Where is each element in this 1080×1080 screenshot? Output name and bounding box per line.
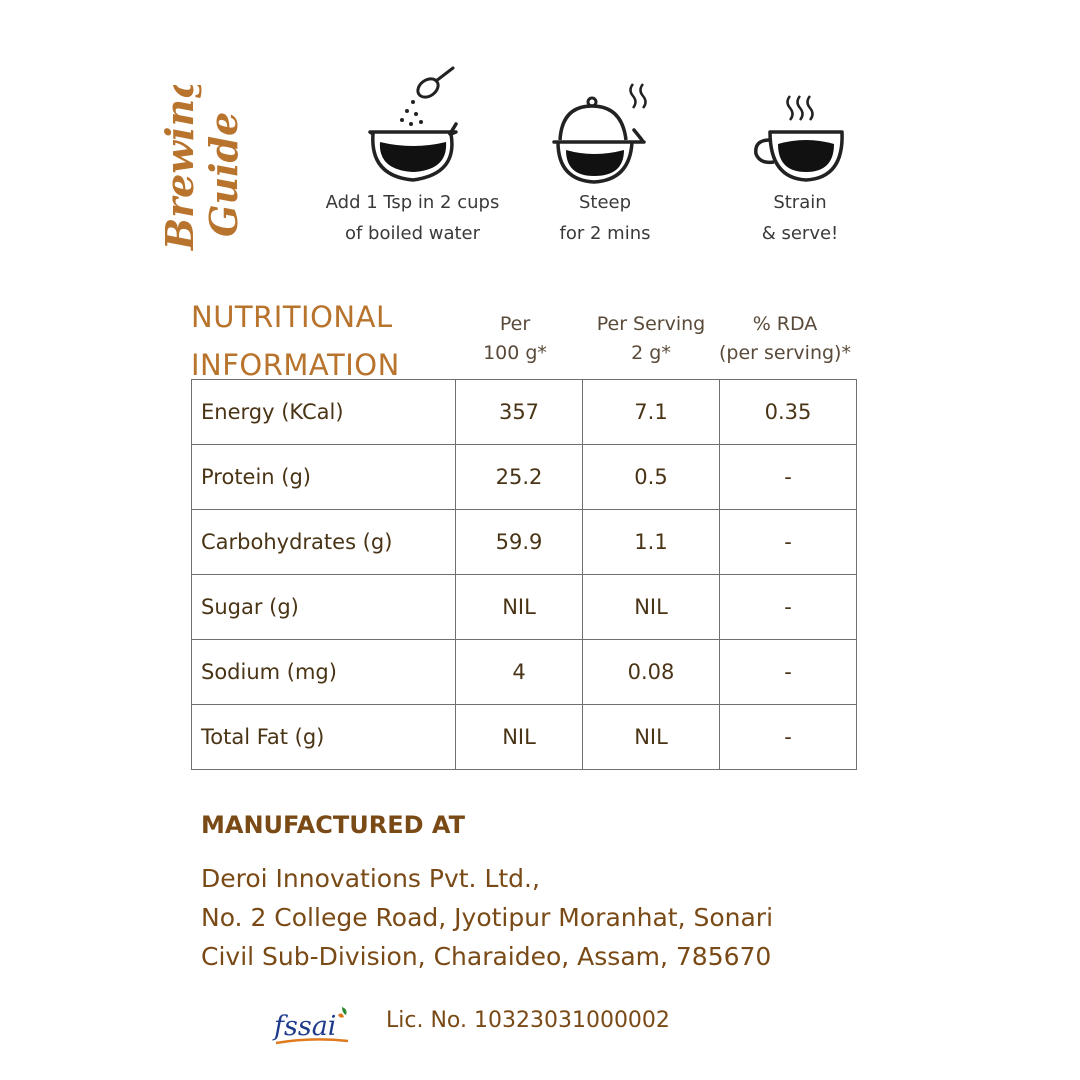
nutrient-label: Sodium (mg) <box>192 640 456 705</box>
column-header-line1: % RDA <box>752 313 818 335</box>
table-row <box>192 640 857 705</box>
nutrition-title-line1: NUTRITIONAL <box>191 300 393 334</box>
column-header-line2: (per serving)* <box>719 342 851 364</box>
brewing-guide-line1: Brewing <box>157 85 202 250</box>
nutrition-title <box>191 293 400 389</box>
value-per-serving: 0.08 <box>583 640 720 705</box>
value-per-100g: 25.2 <box>456 445 583 510</box>
address-line1: Deroi Innovations Pvt. Ltd., <box>201 864 540 893</box>
column-header-line1: Per <box>499 313 531 335</box>
value-rda: - <box>720 640 857 705</box>
value-per-serving: 0.5 <box>583 445 720 510</box>
nutrient-label: Carbohydrates (g) <box>192 510 456 575</box>
table-row <box>192 705 857 770</box>
nutrient-label: Total Fat (g) <box>192 705 456 770</box>
cup-steam-icon <box>750 92 850 187</box>
address-line3: Civil Sub-Division, Charaideo, Assam, 785670 <box>201 942 772 971</box>
nutrition-table <box>191 379 857 770</box>
value-per-serving: 7.1 <box>583 380 720 445</box>
teapot-steam-icon <box>550 80 660 187</box>
column-header-rda <box>707 310 863 368</box>
column-header-per-serving <box>583 310 719 368</box>
license-number: Lic. No. 10323031000002 <box>386 1008 670 1033</box>
fssai-logo <box>272 1003 352 1049</box>
nutrient-label: Protein (g) <box>192 445 456 510</box>
table-row <box>192 575 857 640</box>
column-header-line2: 2 g* <box>631 342 671 364</box>
step-strain <box>730 92 870 249</box>
table-row <box>192 510 857 575</box>
manufacturer-address <box>201 859 773 976</box>
value-per-100g: 4 <box>456 640 583 705</box>
brewing-guide-title <box>155 85 245 255</box>
column-header-line2: 100 g* <box>483 342 547 364</box>
step-steep <box>530 80 680 249</box>
value-rda: - <box>720 705 857 770</box>
value-rda: - <box>720 575 857 640</box>
nutrient-label: Energy (KCal) <box>192 380 456 445</box>
value-per-100g: 59.9 <box>456 510 583 575</box>
step-strain-line2: & serve! <box>761 223 839 244</box>
nutrition-title-line2: INFORMATION <box>191 348 400 382</box>
value-per-serving: 1.1 <box>583 510 720 575</box>
fssai-logo-text: fssai <box>274 1011 337 1042</box>
value-per-serving: NIL <box>583 575 720 640</box>
spoon-pot-icon <box>358 62 468 187</box>
value-rda: - <box>720 510 857 575</box>
value-rda: - <box>720 445 857 510</box>
value-per-100g: NIL <box>456 575 583 640</box>
value-per-100g: NIL <box>456 705 583 770</box>
step-add-line2: of boiled water <box>344 223 481 244</box>
step-strain-line1: Strain <box>773 192 827 213</box>
column-header-per-100g <box>465 310 565 368</box>
brewing-guide-line2: Guide <box>201 111 245 237</box>
step-steep-line1: Steep <box>578 192 632 213</box>
table-row <box>192 445 857 510</box>
step-add <box>305 62 520 249</box>
step-steep-line2: for 2 mins <box>559 223 651 244</box>
table-row <box>192 380 857 445</box>
nutrient-label: Sugar (g) <box>192 575 456 640</box>
manufacturer-heading: MANUFACTURED AT <box>201 811 465 839</box>
address-line2: No. 2 College Road, Jyotipur Moranhat, Sonari <box>201 903 774 932</box>
value-per-100g: 357 <box>456 380 583 445</box>
value-rda: 0.35 <box>720 380 857 445</box>
column-header-line1: Per Serving <box>596 313 706 335</box>
step-add-line1: Add 1 Tsp in 2 cups <box>325 192 500 213</box>
value-per-serving: NIL <box>583 705 720 770</box>
